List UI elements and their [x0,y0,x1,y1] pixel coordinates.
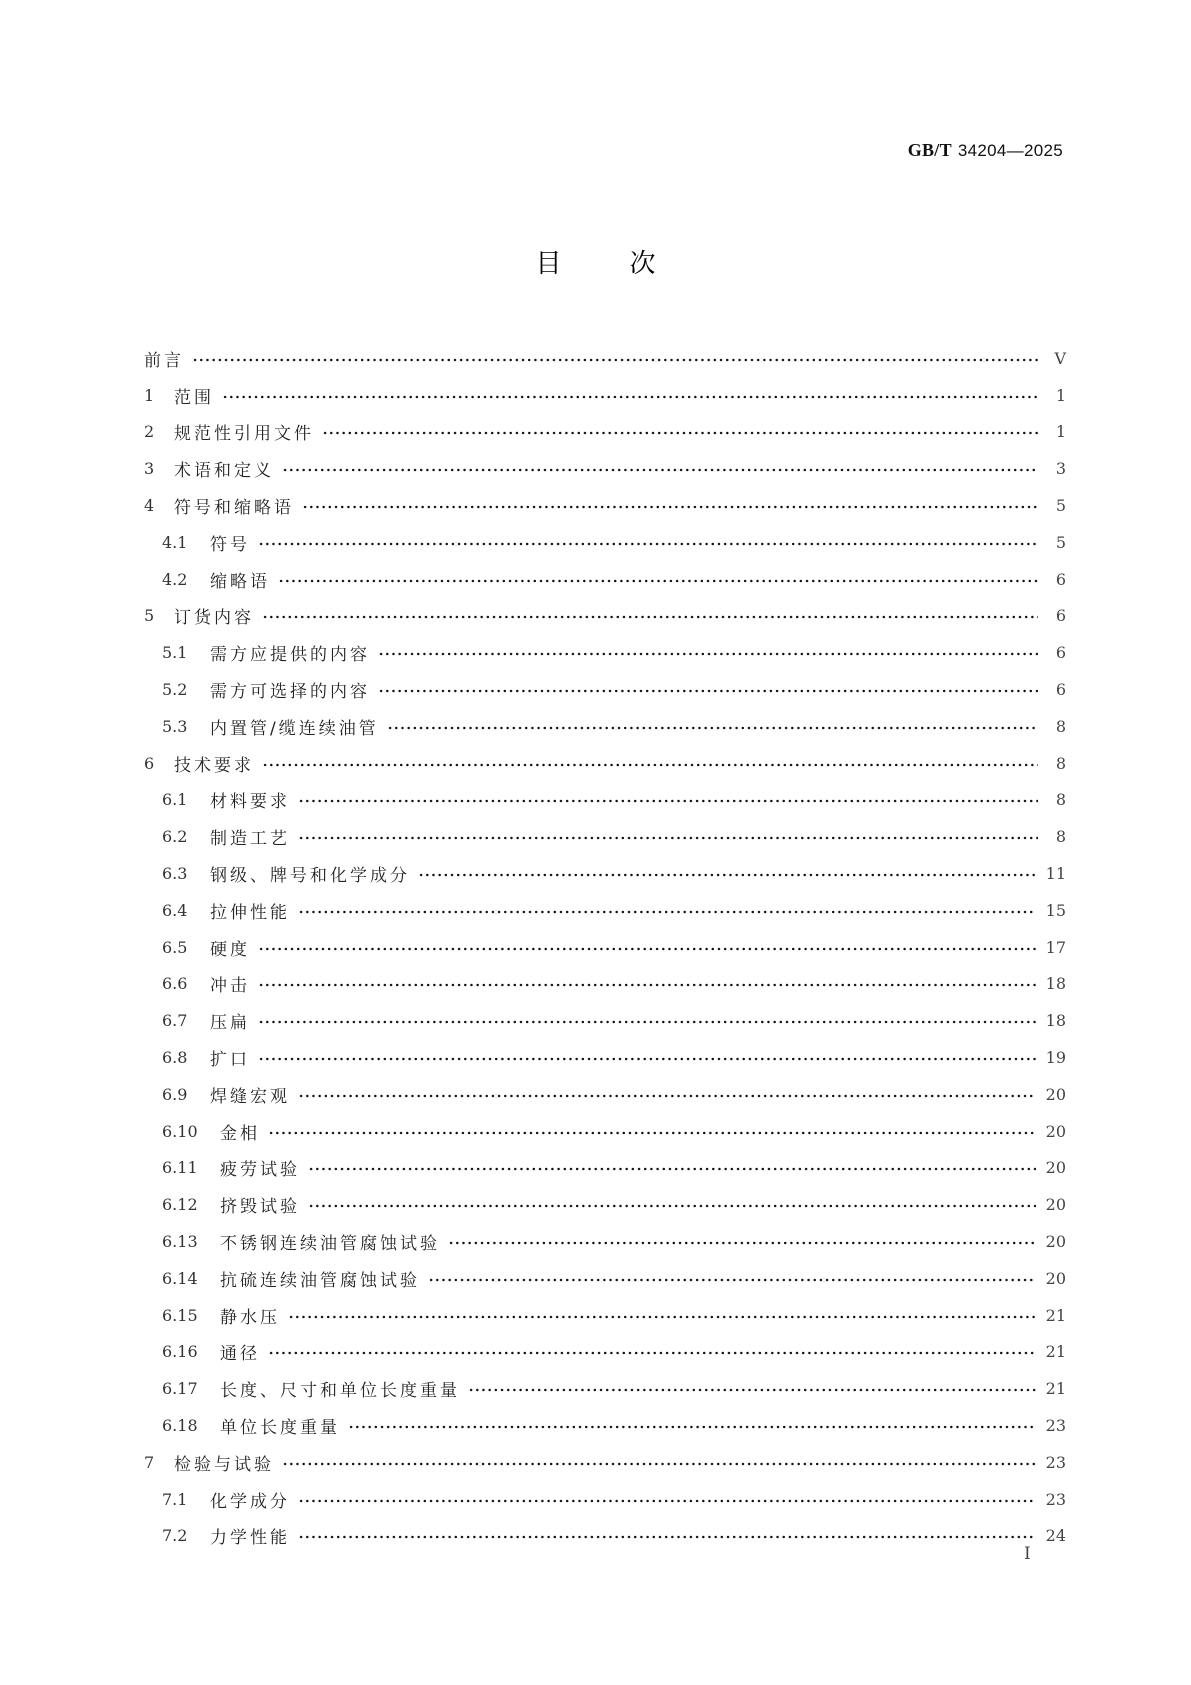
toc-entry-page: 20 [1045,1195,1066,1215]
toc-entry-title: 缩略语 [210,571,270,592]
toc-entry-number: 7 [144,1452,155,1472]
dot-leader [192,358,1038,362]
dot-leader [302,505,1038,509]
toc-entry-number: 6.15 [162,1305,198,1325]
toc-entry[interactable] [144,929,1066,966]
table-of-contents [144,340,1066,1554]
toc-entry-number: 6.2 [162,827,188,847]
toc-entry-title: 压扁 [210,1013,250,1034]
toc-entry-page: 20 [1045,1158,1066,1178]
toc-entry-page: 5 [1055,496,1066,516]
toc-entry-number: 6.4 [162,900,188,920]
toc-entry-number: 6.5 [162,937,188,957]
toc-entry-page: 5 [1055,532,1066,552]
toc-entry-title: 通径 [220,1344,260,1365]
toc-entry-title: 金相 [220,1123,260,1144]
toc-entry-page: 20 [1045,1232,1066,1252]
dot-leader [258,1020,1036,1024]
dot-leader [298,1094,1036,1098]
dot-leader [278,579,1038,583]
toc-entry[interactable] [144,414,1066,451]
dot-leader [387,726,1038,730]
toc-entry-page: 17 [1045,937,1066,957]
dot-leader [282,1462,1036,1466]
toc-entry-title: 不锈钢连续油管腐蚀试验 [220,1234,440,1255]
toc-entry-number: 6.16 [162,1342,198,1362]
standard-number: 34204—2025 [957,141,1063,160]
toc-entry[interactable] [144,782,1066,819]
page-number: Ⅰ [1024,1544,1031,1563]
toc-entry-number: 4.2 [162,569,188,589]
toc-entry-title: 硬度 [210,939,250,960]
toc-entry[interactable] [144,745,1066,782]
toc-entry[interactable] [144,340,1066,377]
toc-entry-number: 5.2 [162,680,188,700]
toc-entry-number: 6.10 [162,1121,198,1141]
toc-entry-number: 6.1 [162,790,188,810]
toc-entry-page: 6 [1055,680,1066,700]
toc-entry-title: 单位长度重量 [220,1418,340,1438]
toc-entry[interactable] [144,1370,1066,1407]
dot-leader [262,763,1038,767]
toc-entry-number: 7.1 [162,1489,188,1509]
toc-entry-title: 疲劳试验 [220,1160,300,1181]
dot-leader [298,1499,1036,1503]
dot-leader [418,873,1036,877]
toc-entry[interactable] [144,1113,1066,1150]
toc-entry-page: 20 [1045,1084,1066,1104]
dot-leader [222,395,1038,399]
toc-entry[interactable] [144,1002,1066,1039]
toc-entry-number: 4.1 [162,532,188,552]
dot-leader [258,542,1038,546]
toc-entry-number: 6.12 [162,1195,198,1215]
toc-entry-title: 长度、尺寸和单位长度重量 [220,1381,460,1402]
toc-entry[interactable] [144,1039,1066,1076]
toc-entry-page: 8 [1055,753,1066,773]
toc-entry-page: 19 [1045,1048,1066,1068]
toc-entry-page: 20 [1045,1268,1066,1288]
dot-leader [298,836,1038,840]
toc-entry-page: 3 [1055,459,1066,479]
toc-entry[interactable] [144,708,1066,745]
toc-entry-page: 6 [1055,606,1066,626]
toc-entry[interactable] [144,377,1066,414]
toc-entry-page: 21 [1045,1342,1066,1362]
toc-entry-title: 前言 [144,350,184,371]
toc-entry-title: 拉伸性能 [210,902,290,923]
toc-entry-number: 5.1 [162,643,188,663]
toc-entry-number: 6.17 [162,1379,198,1399]
toc-entry-title: 需方可选择的内容 [210,682,370,703]
toc-entry-title: 订货内容 [174,608,254,629]
toc-entry-number: 6.6 [162,974,188,994]
dot-leader [468,1388,1036,1392]
toc-entry-number: 6.14 [162,1268,198,1288]
toc-entry-title: 符号和缩略语 [174,498,294,519]
toc-entry-title: 抗硫连续油管腐蚀试验 [220,1270,420,1291]
toc-entry-number: 1 [144,385,155,405]
toc-entry-page: 23 [1045,1416,1066,1435]
toc-entry[interactable] [144,561,1066,598]
toc-entry-number: 5.3 [162,716,188,736]
toc-entry-page: 1 [1055,422,1066,442]
toc-heading-char-1: 目 [535,249,562,279]
toc-heading [0,243,1191,280]
toc-entry-page: 18 [1045,974,1066,994]
toc-entry[interactable] [144,1481,1066,1518]
toc-entry-number: 5 [144,606,155,626]
toc-entry-page: 8 [1055,827,1066,847]
toc-entry-page: 1 [1055,385,1066,405]
toc-entry-number: 6.13 [162,1232,198,1252]
toc-entry-title: 术语和定义 [174,461,274,482]
toc-entry[interactable] [144,1518,1066,1555]
toc-entry[interactable] [144,1260,1066,1297]
toc-entry-number: 6.8 [162,1048,188,1068]
toc-entry-page: 8 [1055,790,1066,810]
dot-leader [308,1204,1036,1208]
toc-entry-title: 检验与试验 [174,1454,274,1475]
toc-entry-number: 7.2 [162,1526,188,1546]
toc-entry-title: 材料要求 [210,792,290,813]
toc-entry-title: 规范性引用文件 [174,424,314,445]
toc-entry[interactable] [144,1444,1066,1481]
dot-leader [282,468,1038,472]
toc-entry-title: 扩口 [210,1050,250,1071]
toc-entry-title: 力学性能 [210,1528,290,1549]
toc-entry[interactable] [144,855,1066,892]
toc-entry[interactable] [144,450,1066,487]
toc-entry-title: 冲击 [210,976,250,997]
dot-leader [378,689,1038,693]
dot-leader [288,1315,1036,1319]
toc-entry[interactable] [144,524,1066,561]
toc-entry-title: 化学成分 [210,1491,290,1512]
toc-entry-page: 15 [1045,900,1066,920]
toc-entry-title: 钢级、牌号和化学成分 [210,866,410,887]
toc-entry[interactable] [144,818,1066,855]
toc-entry[interactable] [144,1334,1066,1371]
toc-entry-number: 6.7 [162,1011,188,1031]
toc-entry-page: 6 [1055,643,1066,663]
dot-leader [262,615,1038,619]
toc-entry-page: 8 [1055,716,1066,736]
standard-code [908,140,1063,161]
toc-entry-number: 6.18 [162,1416,198,1435]
dot-leader [298,910,1036,914]
toc-entry-number: 6.11 [162,1158,198,1178]
toc-entry-title: 静水压 [220,1307,280,1328]
toc-entry-title: 需方应提供的内容 [210,645,370,666]
dot-leader [308,1167,1036,1171]
toc-entry-page: 20 [1045,1121,1066,1141]
toc-entry-title: 范围 [174,387,214,408]
toc-entry-title: 焊缝宏观 [210,1086,290,1107]
toc-entry-title: 技术要求 [174,755,254,776]
dot-leader [298,799,1038,803]
toc-entry[interactable] [144,598,1066,635]
toc-entry-title: 符号 [210,534,250,555]
toc-entry-page: 23 [1045,1452,1066,1472]
dot-leader [348,1425,1036,1429]
dot-leader [258,947,1036,951]
toc-entry-page: 21 [1045,1379,1066,1399]
toc-entry-number: 3 [144,459,155,479]
toc-entry-page: 23 [1045,1489,1066,1509]
toc-heading-char-2: 次 [629,249,656,279]
toc-entry[interactable] [144,1186,1066,1223]
toc-entry-page: 18 [1045,1011,1066,1031]
dot-leader [428,1278,1036,1282]
toc-entry[interactable] [144,1150,1066,1187]
toc-entry-page: 21 [1045,1305,1066,1325]
toc-entry[interactable] [144,1297,1066,1334]
dot-leader [268,1131,1036,1135]
toc-entry-page: 24 [1045,1526,1066,1546]
toc-entry-title: 制造工艺 [210,829,290,850]
toc-entry[interactable] [144,966,1066,1003]
toc-entry[interactable] [144,634,1066,671]
toc-entry[interactable] [144,1223,1066,1260]
toc-entry[interactable] [144,487,1066,524]
toc-entry[interactable] [144,1076,1066,1113]
toc-entry-page: 11 [1045,864,1066,884]
standard-prefix: GB/T [907,140,952,160]
toc-entry-number: 6.9 [162,1084,188,1104]
toc-entry-page: Ⅴ [1054,348,1066,368]
dot-leader [298,1535,1036,1539]
toc-entry-number: 6.3 [162,864,188,884]
toc-entry-number: 2 [144,422,155,442]
toc-entry[interactable] [144,892,1066,929]
toc-entry-title: 内置管/缆连续油管 [210,718,379,739]
dot-leader [258,1057,1036,1061]
dot-leader [322,431,1038,435]
dot-leader [268,1351,1036,1355]
toc-entry-page: 6 [1055,569,1066,589]
toc-entry[interactable] [144,1407,1066,1444]
toc-entry-number: 6 [144,753,155,773]
dot-leader [448,1241,1036,1245]
toc-entry-number: 4 [144,496,155,516]
toc-entry[interactable] [144,671,1066,708]
dot-leader [258,983,1036,987]
dot-leader [378,652,1038,656]
toc-entry-title: 挤毁试验 [220,1197,300,1218]
